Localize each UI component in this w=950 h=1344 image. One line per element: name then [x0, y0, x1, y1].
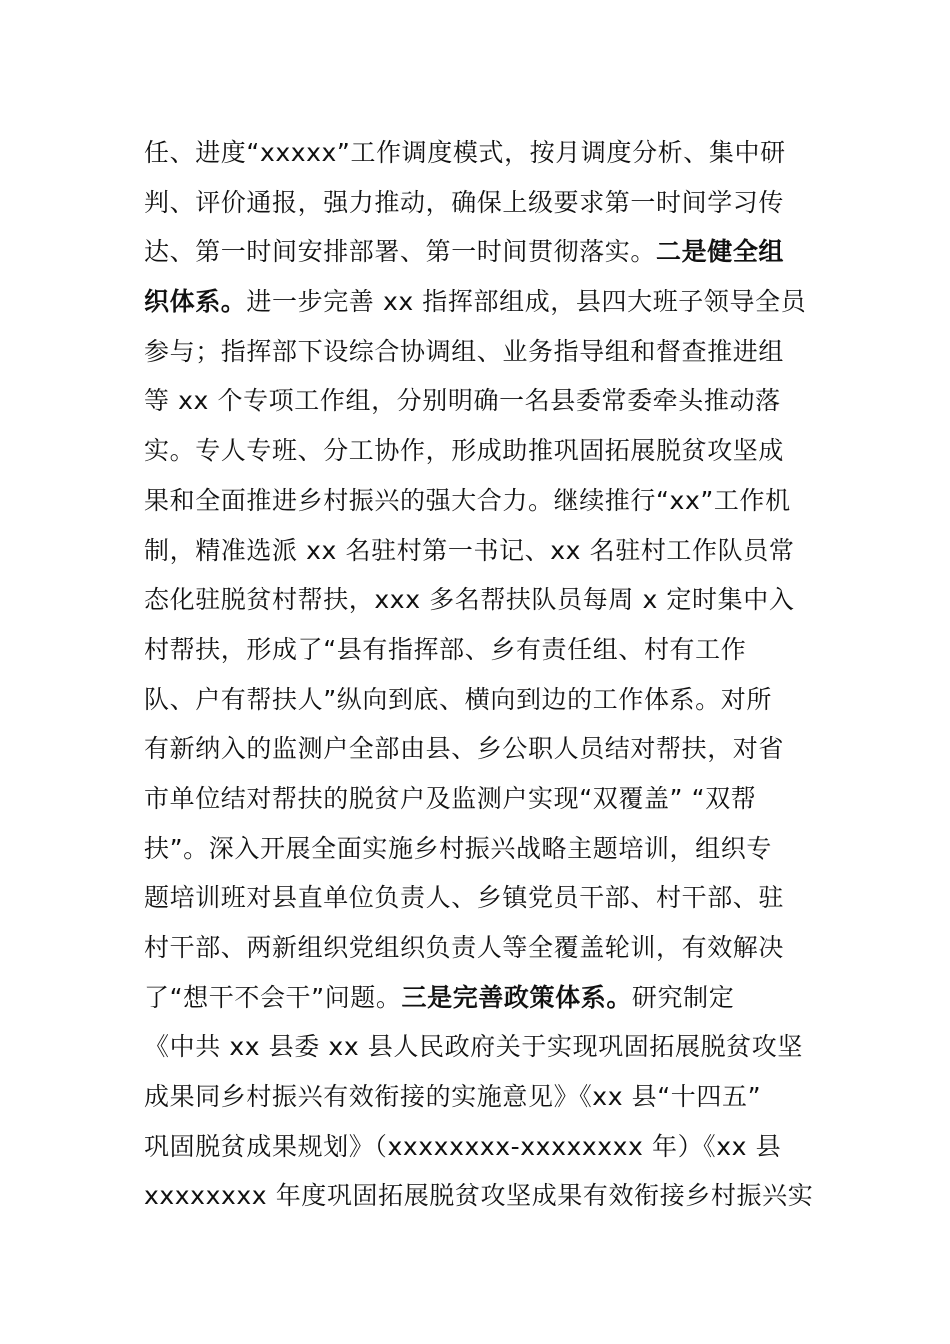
text-segment: 成果同乡村振兴有效衔接的实施意见》《xx 县“十四五”: [144, 1082, 762, 1112]
bold-heading-segment: 三是完善政策体系。: [401, 982, 632, 1012]
text-segment: 队、户有帮扶人”纵向到底、横向到边的工作体系。对所: [144, 684, 772, 714]
text-line: [144, 873, 814, 923]
text-segment: 进一步完善 xx 指挥部组成，县四大班子领导全员: [246, 287, 807, 317]
text-segment: 题培训班对县直单位负责人、乡镇党员干部、村干部、驻: [144, 883, 785, 913]
text-segment: 巩固脱贫成果规划》（xxxxxxxx-xxxxxxxx 年）《xx 县: [144, 1131, 782, 1161]
text-line: [144, 476, 814, 526]
text-segment: 判、评价通报，强力推动，确保上级要求第一时间学习传: [144, 187, 785, 217]
text-line: [144, 277, 814, 327]
text-line: [144, 824, 814, 874]
text-segment: 等 xx 个专项工作组，分别明确一名县委常委牵头推动落: [144, 386, 781, 416]
text-segment: 村干部、两新组织党组织负责人等全覆盖轮训，有效解决: [144, 933, 785, 962]
text-segment: 实。专人专班、分工协作，形成助推巩固拓展脱贫攻坚成: [144, 436, 785, 466]
text-segment: 达、第一时间安排部署、第一时间贯彻落实。: [144, 237, 657, 267]
text-line: [144, 1072, 814, 1122]
text-line: [144, 1122, 814, 1172]
bold-heading-segment: 织体系。: [144, 287, 247, 317]
text-segment: 制，精准选派 xx 名驻村第一书记、xx 名驻村工作队员常: [144, 535, 795, 565]
text-segment: 任、进度“xxxxx”工作调度模式，按月调度分析、集中研: [144, 138, 786, 167]
text-line: [144, 1171, 814, 1221]
text-line: [144, 973, 814, 1023]
text-segment: 果和全面推进乡村振兴的强大合力。继续推行“xx”工作机: [144, 485, 791, 515]
text-line: [144, 923, 814, 973]
text-line: [144, 724, 814, 774]
text-segment: 研究制定: [631, 982, 735, 1012]
text-segment: 了“想干不会干”问题。: [144, 982, 402, 1012]
text-segment: 《中共 xx 县委 xx 县人民政府关于实现巩固拓展脱贫攻坚: [144, 1032, 803, 1062]
text-line: [144, 1022, 814, 1072]
body-text: [144, 128, 814, 1221]
text-segment: 态化驻脱贫村帮扶，xxx 多名帮扶队员每周 x 定时集中入: [144, 585, 795, 615]
text-line: [144, 526, 814, 576]
text-segment: 参与；指挥部下设综合协调组、业务指导组和督查推进组: [144, 336, 785, 366]
text-line: [144, 327, 814, 377]
bold-heading-segment: 二是健全组: [656, 237, 785, 267]
text-line: [144, 675, 814, 725]
text-line: [144, 128, 814, 178]
text-segment: 村帮扶，形成了“县有指挥部、乡有责任组、村有工作: [144, 634, 747, 664]
text-line: [144, 178, 814, 228]
text-segment: xxxxxxxx 年度巩固拓展脱贫攻坚成果有效衔接乡村振兴实: [144, 1181, 814, 1211]
text-segment: 市单位结对帮扶的脱贫户及监测户实现“双覆盖” “双帮: [144, 783, 757, 813]
text-segment: 扶”。深入开展全面实施乡村振兴战略主题培训，组织专: [144, 833, 772, 863]
text-line: [144, 575, 814, 625]
text-segment: 有新纳入的监测户全部由县、乡公职人员结对帮扶，对省: [144, 734, 785, 764]
text-line: [144, 774, 814, 824]
text-line: [144, 227, 814, 277]
text-line: [144, 625, 814, 675]
text-line: [144, 426, 814, 476]
text-line: [144, 376, 814, 426]
